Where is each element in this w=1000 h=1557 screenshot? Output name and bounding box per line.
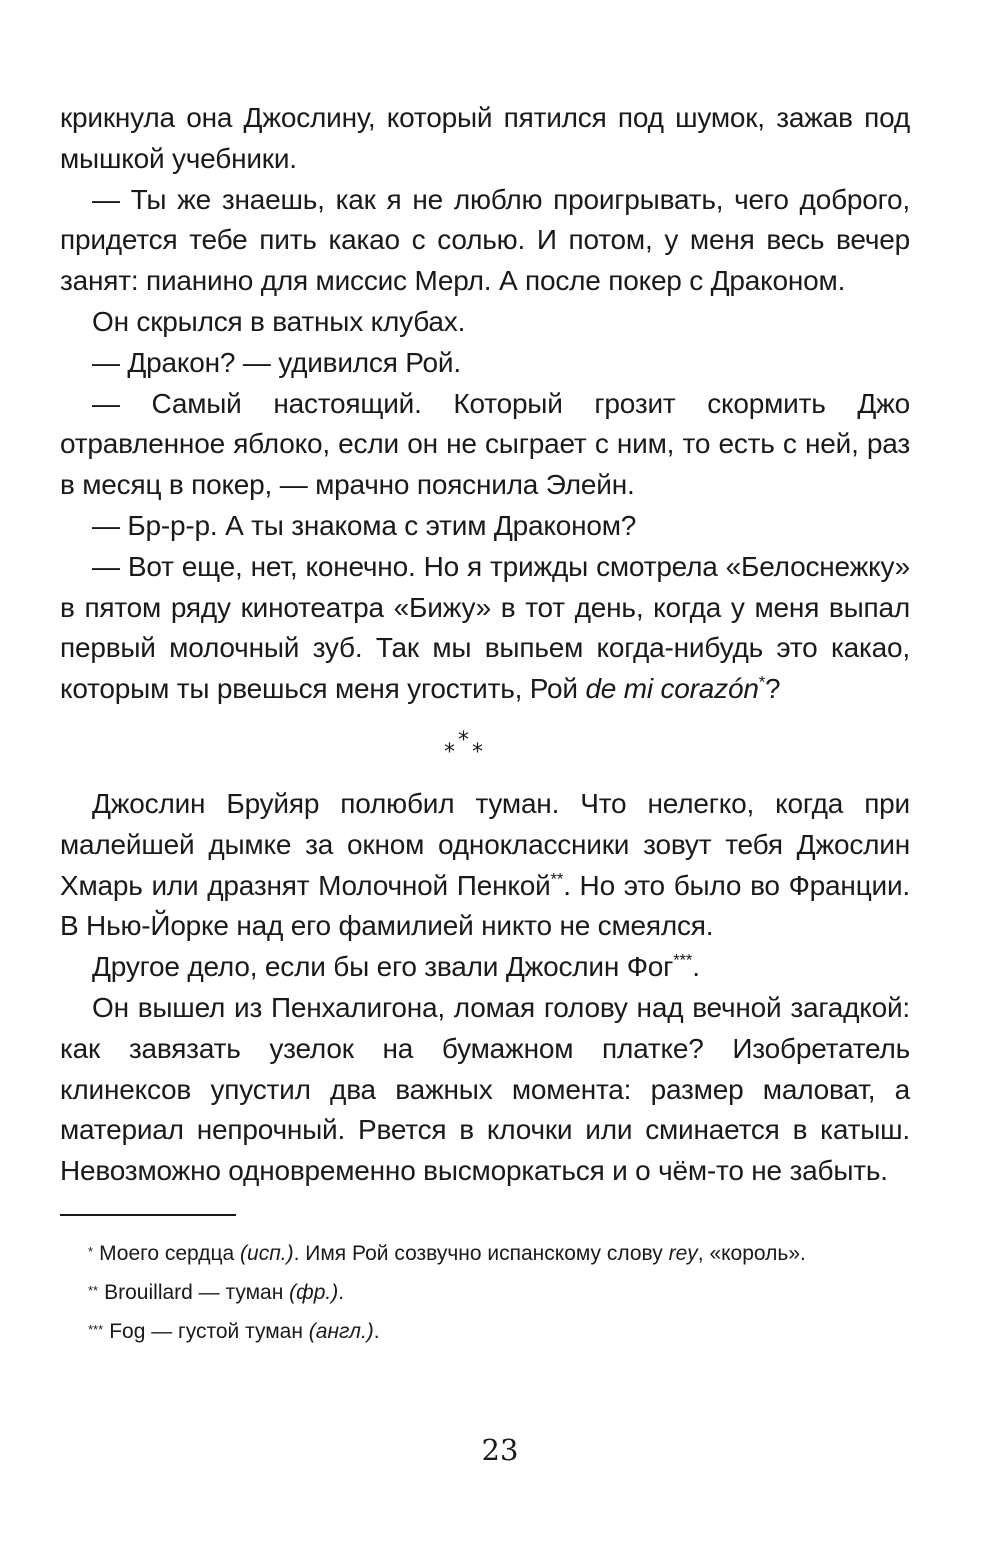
footnote-ref: *: [758, 672, 766, 692]
text-run: — Самый настоящий. Который грозит скормить Джо отравленное яблоко, если он не сыграет с ним, то есть с ней, раз в месяц в покер, — мрачно пояснила Элейн.: [60, 387, 910, 501]
text-run: Он вышел из Пенхалигона, ломая голову над вечной загадкой: как завязать узелок на бумажном платке? Изобретатель клинексов упустил два важных момента: размер маловат, а материал непрочный. Рвется в клочки или сминается в катыш. Невозможно одновременно высморкаться и о чём-то не забыть.: [60, 991, 910, 1187]
text-run: Он скрылся в ватных клубах.: [92, 305, 466, 337]
text-run: .: [373, 1320, 380, 1343]
separator-star: *: [472, 740, 483, 765]
footnote: [88, 1312, 888, 1351]
text-run: .: [338, 1281, 345, 1304]
page-number: 23: [481, 1433, 519, 1467]
text-run: крикнула она Джослину, который пятился под шумок, зажав под мышкой учебники.: [60, 102, 910, 174]
text-run: , «король».: [697, 1242, 806, 1265]
separator-star: *: [444, 740, 455, 765]
paragraph: [60, 384, 910, 506]
italic-text: de mi corazón: [585, 673, 759, 705]
italic-text: (фр.): [289, 1281, 339, 1304]
main-text-bottom: [60, 784, 910, 1192]
text-run: . Но это было во Франции. В Нью-Йорке над его фамилией никто не смеялся.: [60, 869, 910, 942]
text-run: — Вот еще, нет, конечно. Но я трижды смотрела «Белоснежку» в пятом ряду кинотеатра «Бижу» в тот день, когда у меня выпал первый молочный зуб. Так мы выпьем когда-нибудь это какао, которым ты рвешься меня угостить, Рой: [60, 550, 910, 705]
section-separator-asterism: [440, 728, 500, 768]
text-run: . Имя Рой созвучно испанскому слову: [293, 1242, 669, 1265]
paragraph: [60, 343, 910, 384]
paragraph: [60, 302, 910, 343]
text-run: ?: [765, 673, 781, 705]
text-run: .: [692, 951, 700, 983]
paragraph: [60, 988, 910, 1192]
footnote: [88, 1234, 888, 1273]
paragraph: [60, 947, 910, 988]
text-run: Джослин Бруйяр полюбил туман. Что нелегко, когда при малейшей дымке за окном одноклассники зовут тебя Джослин Хмарь или дразнят Молочной Пенкой: [60, 788, 910, 901]
footnote-ref: **: [550, 869, 564, 889]
separator-star: *: [458, 728, 469, 753]
footnotes: [88, 1234, 888, 1351]
footnote: [88, 1273, 888, 1312]
paragraph: [60, 98, 910, 180]
footnote-mark: *: [88, 1244, 94, 1259]
text-run: Fog — густой туман: [109, 1320, 309, 1343]
paragraph: [60, 547, 910, 710]
text-run: Другое дело, если бы его звали Джослин Фог: [92, 951, 674, 983]
paragraph: [60, 784, 910, 947]
footnote-ref: ***: [673, 950, 693, 970]
text-run: Brouillard — туман: [104, 1281, 290, 1304]
footnote-divider: [60, 1214, 236, 1216]
footnote-mark: **: [88, 1283, 99, 1298]
text-run: — Бр-р-р. А ты знакома с этим Драконом?: [92, 509, 637, 541]
text-run: Моего сердца: [99, 1242, 241, 1265]
paragraph: [60, 506, 910, 547]
text-run: — Ты же знаешь, как я не люблю проигрывать, чего доброго, придется тебе пить какао с солью. И потом, у меня весь вечер занят: пианино для миссис Мерл. А после покер с Драконом.: [60, 183, 910, 297]
italic-text: rey: [668, 1242, 698, 1265]
paragraph: [60, 180, 910, 302]
italic-text: (исп.): [240, 1242, 294, 1265]
footnote-mark: ***: [88, 1322, 104, 1337]
main-text-top: [60, 98, 910, 710]
text-run: — Дракон? — удивился Рой.: [92, 346, 461, 378]
italic-text: (англ.): [308, 1320, 374, 1343]
